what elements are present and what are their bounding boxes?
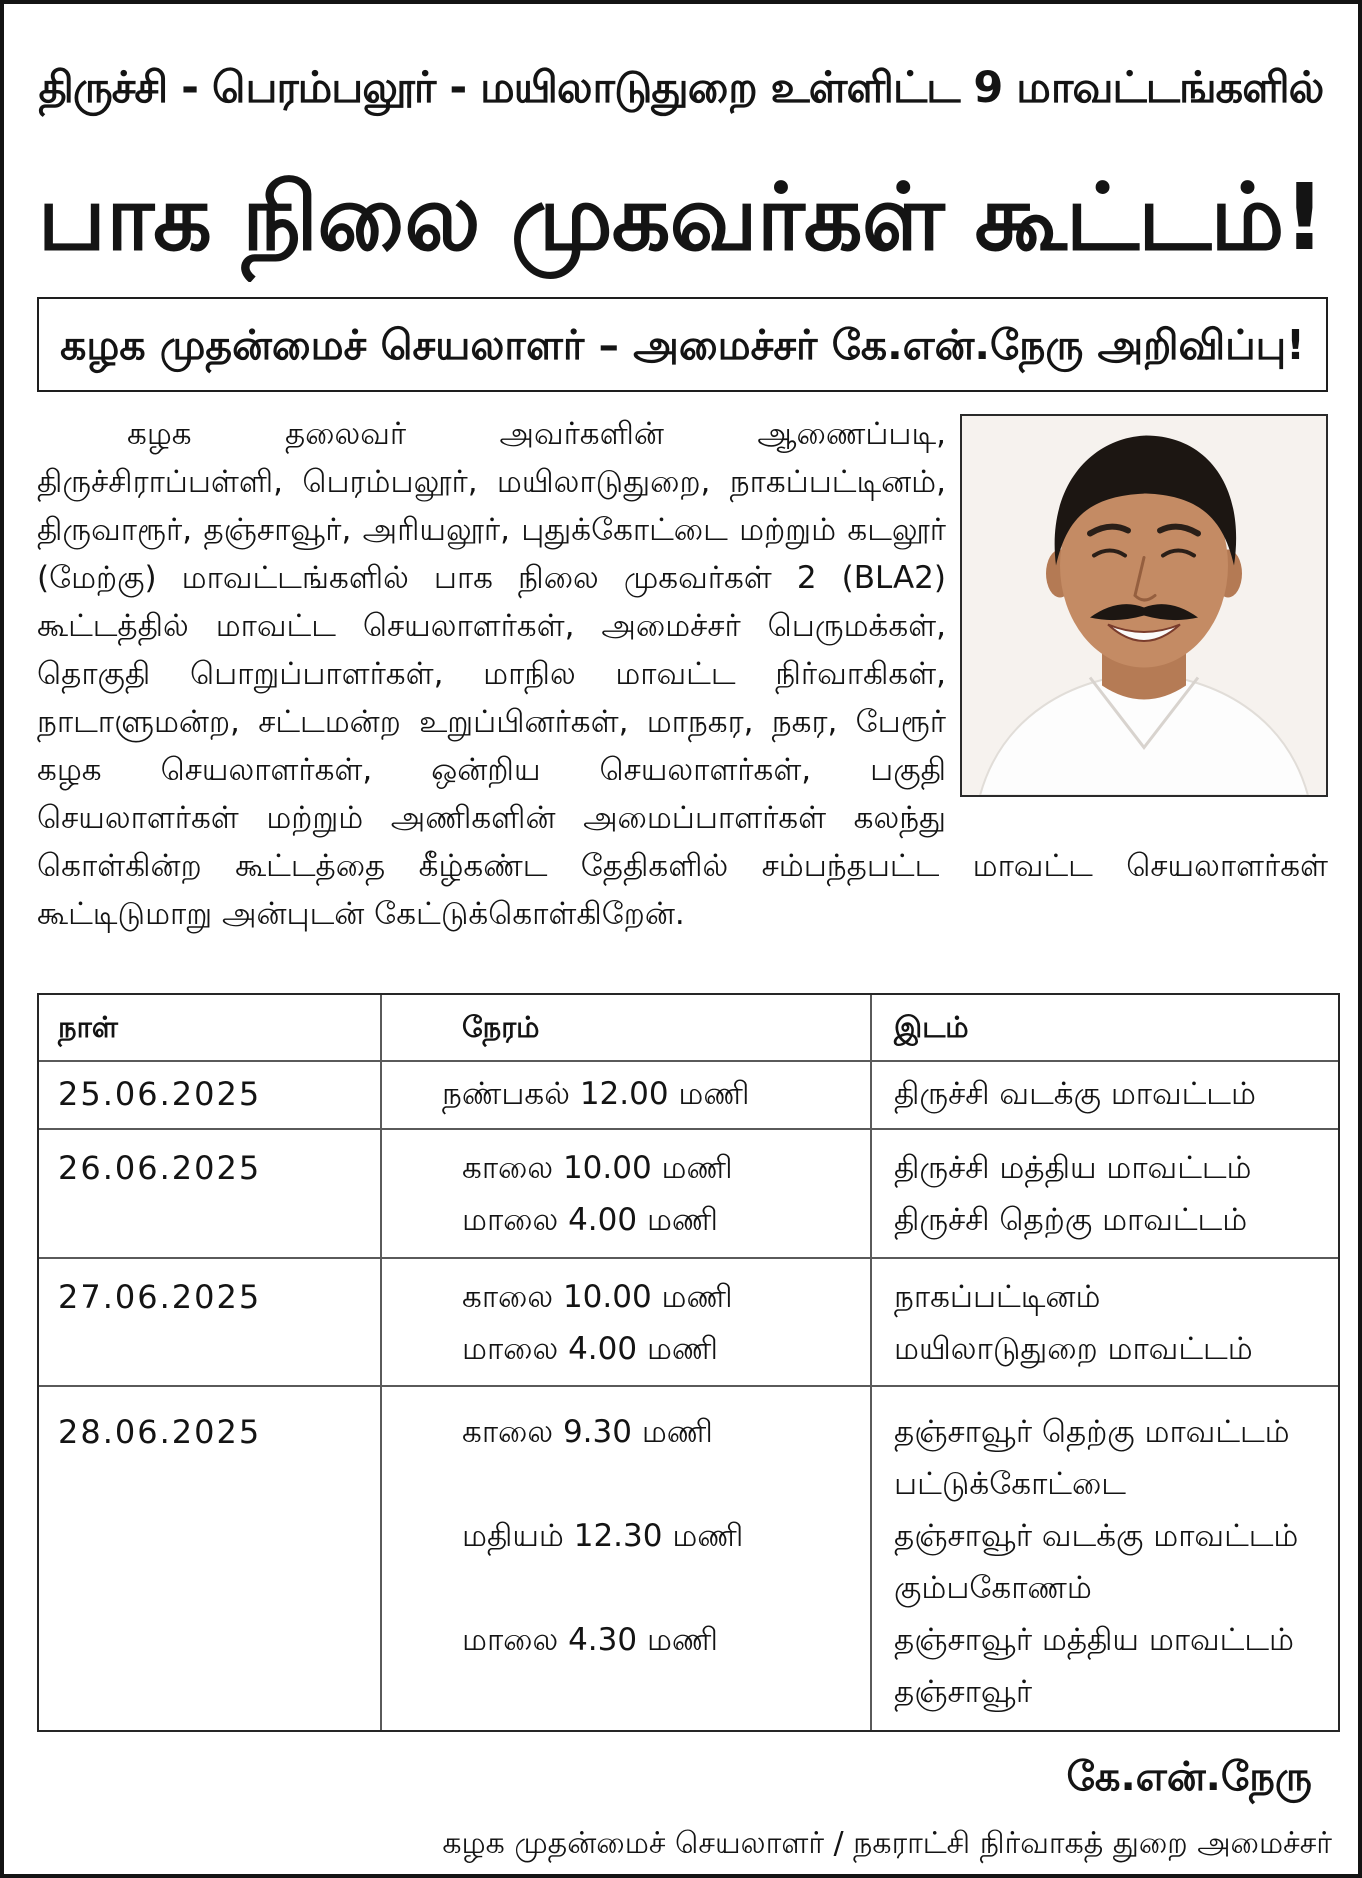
row-4-time-block-3 (462, 1614, 870, 1718)
row-3-place-2: மயிலாடுதுறை மாவட்டம் (894, 1331, 1253, 1367)
schedule-table (37, 993, 1340, 1732)
row-1-place-1: திருச்சி வடக்கு மாவட்டம் (894, 1076, 1256, 1112)
header-date: நாள் (58, 1010, 118, 1044)
signature-designation: கழக முதன்மைச் செயலாளர் / நகராட்சி நிர்வாகத் துறை அமைச்சர் (442, 1826, 1332, 1861)
row-3-place-1: நாகப்பட்டினம் (894, 1279, 1101, 1315)
row-2-date: 26.06.2025 (58, 1149, 262, 1187)
row-1-date-cell (39, 1062, 382, 1130)
row-3-date: 27.06.2025 (58, 1278, 262, 1316)
announcement-body (37, 410, 1328, 988)
subheading: கழக முதன்மைச் செயலாளர் – அமைச்சர் கே.என்.நேரு அறிவிப்பு! (60, 320, 1305, 369)
headline-line-2: பாக நிலை முகவர்கள் கூட்டம்! (37, 164, 1325, 271)
row-4-time-3: மாலை 4.30 மணி (462, 1622, 718, 1658)
row-4-place-2: பட்டுக்கோட்டை (894, 1466, 1126, 1502)
row-4-date: 28.06.2025 (58, 1413, 262, 1451)
row-2-place-1: திருச்சி மத்திய மாவட்டம் (894, 1150, 1252, 1186)
row-2-date-cell (39, 1130, 382, 1259)
row-2-time-1: காலை 10.00 மணி (462, 1150, 733, 1186)
row-3-date-cell (39, 1259, 382, 1387)
header-time-cell (382, 995, 872, 1062)
row-4-place-cell (872, 1387, 1338, 1730)
headline-line-1: திருச்சி - பெரம்பலூர் - மயிலாடுதுறை உள்ளிட்ட 9 மாவட்டங்களில் (38, 63, 1324, 113)
row-4-date-cell (39, 1387, 382, 1730)
row-2-place-2: திருச்சி தெற்கு மாவட்டம் (894, 1202, 1248, 1238)
row-1-time-1: நண்பகல் 12.00 மணி (442, 1076, 750, 1112)
row-4-place-4: கும்பகோணம் (894, 1570, 1092, 1606)
subheading-box (37, 297, 1328, 392)
row-4-place-1: தஞ்சாவூர் தெற்கு மாவட்டம் (894, 1414, 1290, 1450)
header-time: நேரம் (462, 1010, 540, 1044)
body-paragraph: கழக தலைவர் அவர்களின் ஆணைப்படி, திருச்சிராப்பள்ளி, பெரம்பலூர், மயிலாடுதுறை, நாகப்பட்டினம், திருவாரூர், தஞ்சாவூர், அரியலூர், புதுக்கோட்டை மற்றும் கடலூர் (மேற்கு) மாவட்டங்களில் பாக நிலை முகவர்கள் 2 (BLA2) கூட்டத்தில் மாவட்ட செயலாளர்கள், அமைச்சர் பெருமக்கள், தொகுதி பொறுப்பாளர்கள், மாநில மாவட்ட நிர்வாகிகள், நாடாளுமன்ற, சட்டமன்ற உறுப்பினர்கள், மாநகர, நகர, பேரூர் கழக செயலாளர்கள், ஒன்றிய செயலாளர்கள், பகுதி செயலாளர்கள் மற்றும் அணிகளின் அமைப்பாளர்கள் கலந்து கொள்கின்ற கூட்டத்தை கீழ்கண்ட தேதிகளில் சம்பந்தபட்ட மாவட்ட செயலாளர்கள் கூட்டிடுமாறு அன்புடன் கேட்டுக்கொள்கிறேன். (37, 416, 1328, 933)
header-date-cell (39, 995, 382, 1062)
row-4-time-cell (382, 1387, 872, 1730)
row-4-time-2: மதியம் 12.30 மணி (462, 1518, 744, 1554)
row-4-place-5: தஞ்சாவூர் மத்திய மாவட்டம் (894, 1622, 1294, 1658)
header-place-cell (872, 995, 1338, 1062)
row-1-place-cell (872, 1062, 1338, 1130)
row-4-time-block-1 (462, 1406, 870, 1510)
row-4-place-3: தஞ்சாவூர் வடக்கு மாவட்டம் (894, 1518, 1299, 1554)
row-2-time-2: மாலை 4.00 மணி (462, 1202, 718, 1238)
row-1-time-cell (382, 1062, 872, 1130)
row-3-time-cell (382, 1259, 872, 1387)
row-2-time-cell (382, 1130, 872, 1259)
row-4-time-block-2 (462, 1510, 870, 1614)
row-3-time-1: காலை 10.00 மணி (462, 1279, 733, 1315)
portrait-photo (960, 414, 1328, 797)
row-2-place-cell (872, 1130, 1338, 1259)
row-3-place-cell (872, 1259, 1338, 1387)
portrait-image (962, 416, 1326, 795)
row-3-time-2: மாலை 4.00 மணி (462, 1331, 718, 1367)
signature-name: கே.என்.நேரு (1066, 1754, 1312, 1800)
row-4-place-6: தஞ்சாவூர் (894, 1674, 1033, 1710)
row-4-time-1: காலை 9.30 மணி (462, 1414, 713, 1450)
row-1-date: 25.06.2025 (58, 1075, 262, 1113)
header-place: இடம் (894, 1010, 969, 1044)
